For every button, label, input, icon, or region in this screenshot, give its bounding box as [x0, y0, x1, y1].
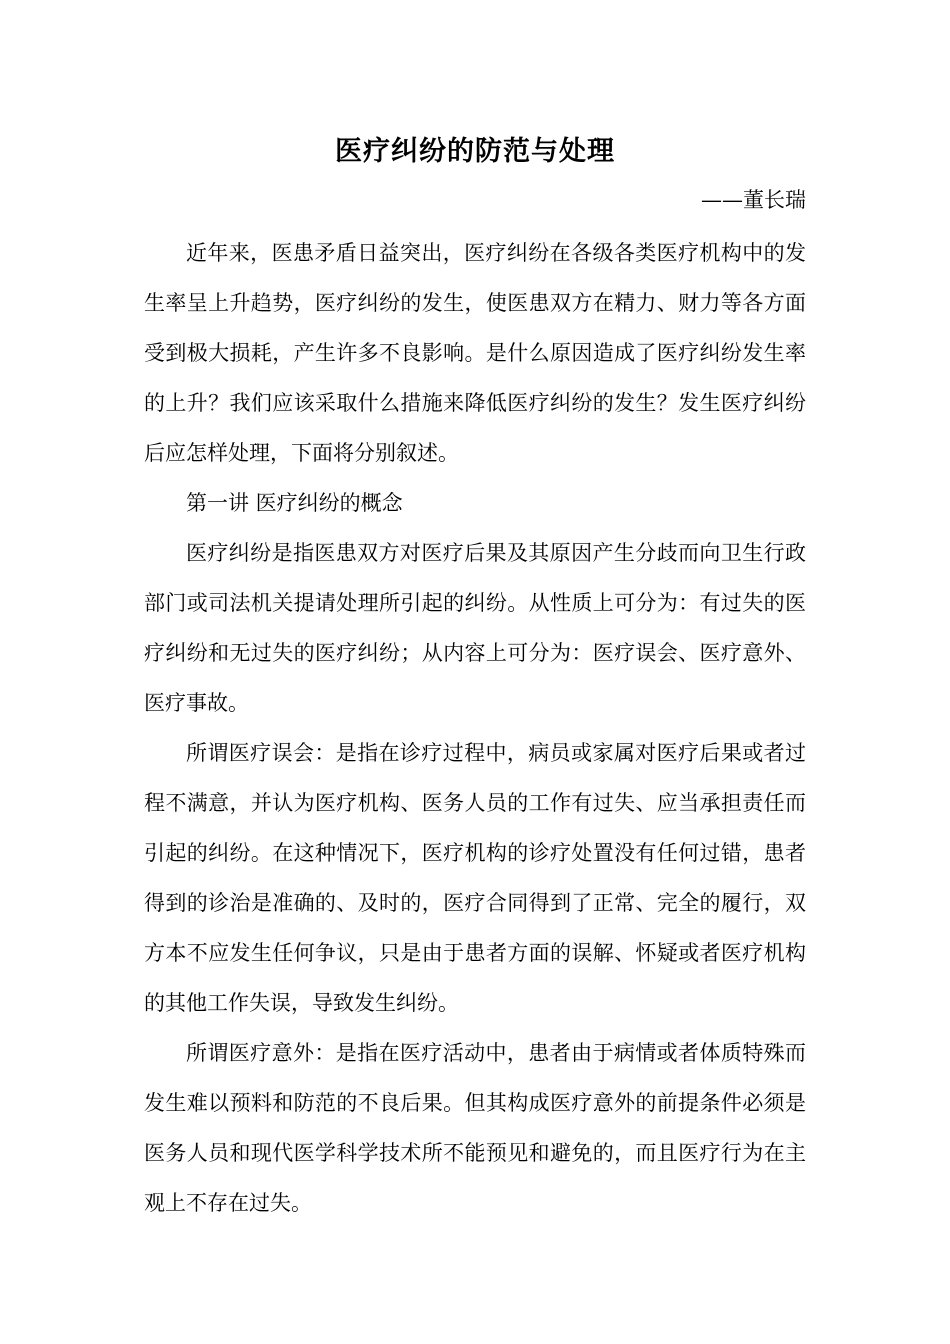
document-title: 医疗纠纷的防范与处理 — [335, 136, 615, 167]
paragraph-medical-misunderstanding: 所谓医疗误会：是指在诊疗过程中，病员或家属对医疗后果或者过程不满意，并认为医疗机构、医务人员的工作有过失、应当承担责任而引起的纠纷。在这种情况下，医疗机构的诊疗处置没有任何过错，患者得到的诊治是准确的、及时的，医疗合同得到了正常、完全的履行，双方本不应发生任何争议，只是由于患者方面的误解、怀疑或者医疗机构的其他工作失误，导致发生纠纷。 — [144, 741, 806, 1015]
document-body — [144, 228, 806, 1228]
section-heading: 第一讲 医疗纠纷的概念 — [186, 491, 403, 515]
paragraph-definition: 医疗纠纷是指医患双方对医疗后果及其原因产生分歧而向卫生行政部门或司法机关提请处理所引起的纠纷。从性质上可分为：有过失的医疗纠纷和无过失的医疗纠纷；从内容上可分为：医疗误会、医疗意外、医疗事故。 — [144, 541, 806, 715]
document-author: ——董长瑞 — [701, 188, 806, 212]
paragraph-medical-accident: 所谓医疗意外：是指在医疗活动中，患者由于病情或者体质特殊而发生难以预料和防范的不良后果。但其构成医疗意外的前提条件必须是医务人员和现代医学科学技术所不能预见和避免的，而且医疗行为在主观上不存在过失。 — [144, 1041, 806, 1215]
paragraph-intro: 近年来，医患矛盾日益突出，医疗纠纷在各级各类医疗机构中的发生率呈上升趋势，医疗纠纷的发生，使医患双方在精力、财力等各方面受到极大损耗，产生许多不良影响。是什么原因造成了医疗纠纷发生率的上升？我们应该采取什么措施来降低医疗纠纷的发生？发生医疗纠纷后应怎样处理，下面将分别叙述。 — [144, 241, 806, 465]
